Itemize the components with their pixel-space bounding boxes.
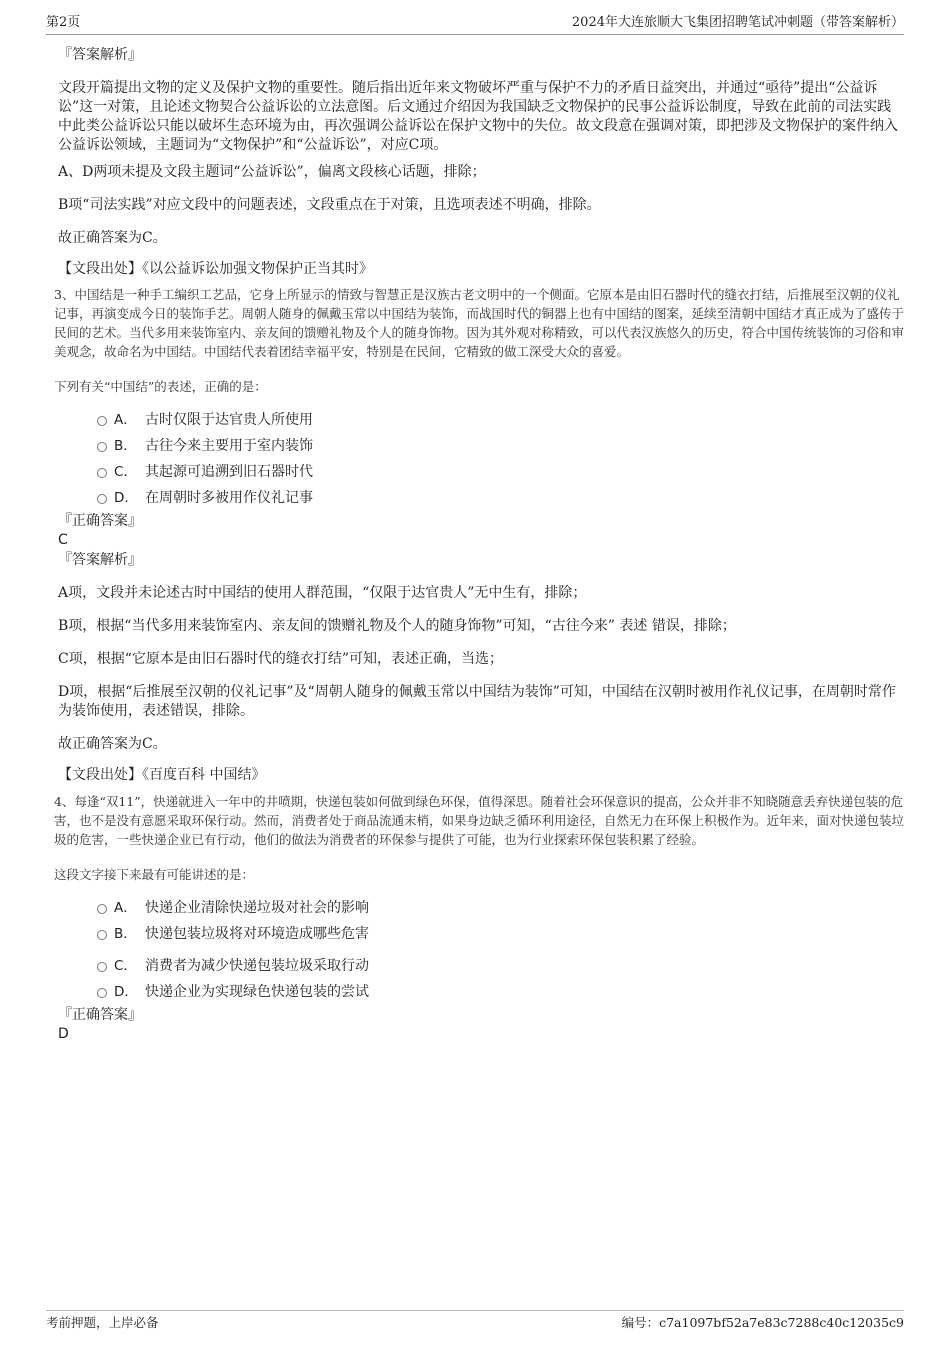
radio-icon[interactable] xyxy=(97,962,107,972)
footer-slogan: 考前押题，上岸必备 xyxy=(46,1315,159,1330)
radio-icon[interactable] xyxy=(97,494,107,504)
option-a[interactable]: A． 快递企业清除快递垃圾对社会的影响 xyxy=(54,896,904,922)
correct-answer-label: 『正确答案』 xyxy=(58,513,142,529)
question-stem: 下列有关“中国结”的表述，正确的是： xyxy=(54,379,267,394)
analysis-label: 『答案解析』 xyxy=(58,552,142,568)
passage-source: 【文段出处】《百度百科 中国结》 xyxy=(58,767,266,783)
analysis-conclusion: 故正确答案为C。 xyxy=(58,736,167,752)
analysis-line-a: A项，文段并未论述古时中国结的使用人群范围，“仅限于达官贵人”无中生有，排除； xyxy=(58,585,587,601)
option-list xyxy=(54,408,904,512)
radio-icon[interactable] xyxy=(97,930,107,940)
page-content xyxy=(54,46,904,1043)
correct-answer-label: 『正确答案』 xyxy=(58,1007,142,1023)
question-stem: 这段文字接下来最有可能讲述的是： xyxy=(54,867,255,882)
correct-answer: C xyxy=(58,532,68,548)
analysis-conclusion: 故正确答案为C。 xyxy=(58,230,167,246)
analysis-label: 『答案解析』 xyxy=(58,47,142,63)
option-d[interactable]: D． 在周朝时多被用作仪礼记事 xyxy=(54,486,904,512)
page-header xyxy=(46,14,904,35)
option-d[interactable]: D． 快递企业为实现绿色快递包装的尝试 xyxy=(54,980,904,1006)
analysis-line-c: C项，根据“它原本是由旧石器时代的缝衣打结”可知，表述正确，当选； xyxy=(58,651,504,667)
question-passage: 4、每逢“双11”，快递就进入一年中的井喷期，快递包装如何做到绿色环保，值得深思。随着社会环保意识的提高，公众并非不知晓随意丢弃快递包装的危害，也不是没有意愿采取环保行动。然而，消费者处于商品流通末梢，如果身边缺乏循环利用途径，自然无力在环保上积极作为。近年来，面对快递包装垃圾的危害，一些快递企业已有行动，他们的做法为消费者的环保参与提供了可能，也为行业探索环保包装积累了经验。 xyxy=(54,794,905,847)
analysis-line-ad: A、D两项未提及文段主题词“公益诉讼”，偏离文段核心话题，排除； xyxy=(58,164,486,180)
document-code: 编号：c7a1097bf52a7e83c7288c40c12035c9 xyxy=(621,1315,904,1330)
option-b[interactable]: B． 快递包装垃圾将对环境造成哪些危害 xyxy=(54,922,904,954)
document-title: 2024年大连旅顺大飞集团招聘笔试冲刺题（带答案解析） xyxy=(571,15,904,30)
analysis-line-d: D项，根据“后推展至汉朝的仪礼记事”及“周朝人随身的佩戴玉常以中国结为装饰”可知，中国结在汉朝时被用作礼仪记事，在周朝时常作为装饰使用，表述错误，排除。 xyxy=(58,684,896,719)
radio-icon[interactable] xyxy=(97,904,107,914)
radio-icon[interactable] xyxy=(97,442,107,452)
option-c[interactable]: C． 消费者为减少快递包装垃圾采取行动 xyxy=(54,954,904,980)
option-b[interactable]: B． 古往今来主要用于室内装饰 xyxy=(54,434,904,460)
radio-icon[interactable] xyxy=(97,416,107,426)
passage-source: 【文段出处】《以公益诉讼加强文物保护正当其时》 xyxy=(58,261,373,277)
correct-answer: D xyxy=(58,1026,69,1042)
page-number: 第2页 xyxy=(46,15,81,30)
option-a[interactable]: A． 古时仅限于达官贵人所使用 xyxy=(54,408,904,434)
question-passage: 3、中国结是一种手工编织工艺品，它身上所显示的情致与智慧正是汉族古老文明中的一个侧面。它原本是由旧石器时代的缝衣打结，后推展至汉朝的仪礼记事，再演变成今日的装饰手艺。周朝人随身的佩戴玉常以中国结为装饰，而战国时代的铜器上也有中国结的图案，延续至清朝中国结才真正成为了盛传于民间的艺术。当代多用来装饰室内、亲友间的馈赠礼物及个人的随身饰物。因为其外观对称精致，可以代表汉族悠久的历史，符合中国传统装饰的习俗和审美观念，故命名为中国结。中国结代表着团结幸福平安，特别是在民间，它精致的做工深受大众的喜爱。 xyxy=(54,287,905,359)
option-list xyxy=(54,896,904,1006)
analysis-line-b: B项，根据“当代多用来装饰室内、亲友间的馈赠礼物及个人的随身饰物”可知，“古往今来” 表述 错误，排除； xyxy=(58,618,736,634)
radio-icon[interactable] xyxy=(97,468,107,478)
radio-icon[interactable] xyxy=(97,988,107,998)
analysis-paragraph: 文段开篇提出文物的定义及保护文物的重要性。随后指出近年来文物破坏严重与保护不力的矛盾日益突出，并通过“亟待”提出“公益诉讼”这一对策，且论述文物契合公益诉讼的立法意图。后文通过介绍因为我国缺乏文物保护的民事公益诉讼制度，导致在此前的司法实践中此类公益诉讼只能以破坏生态环境为由，再次强调公益诉讼在保护文物中的失位。故文段意在强调对策，即把涉及文物保护的案件纳入公益诉讼领域，主题词为“文物保护”和“公益诉讼”，对应C项。 xyxy=(58,80,898,153)
option-c[interactable]: C． 其起源可追溯到旧石器时代 xyxy=(54,460,904,486)
analysis-line-b: B项“司法实践”对应文段中的问题表述，文段重点在于对策，且选项表述不明确，排除。 xyxy=(58,197,601,213)
page-footer xyxy=(46,1310,904,1335)
